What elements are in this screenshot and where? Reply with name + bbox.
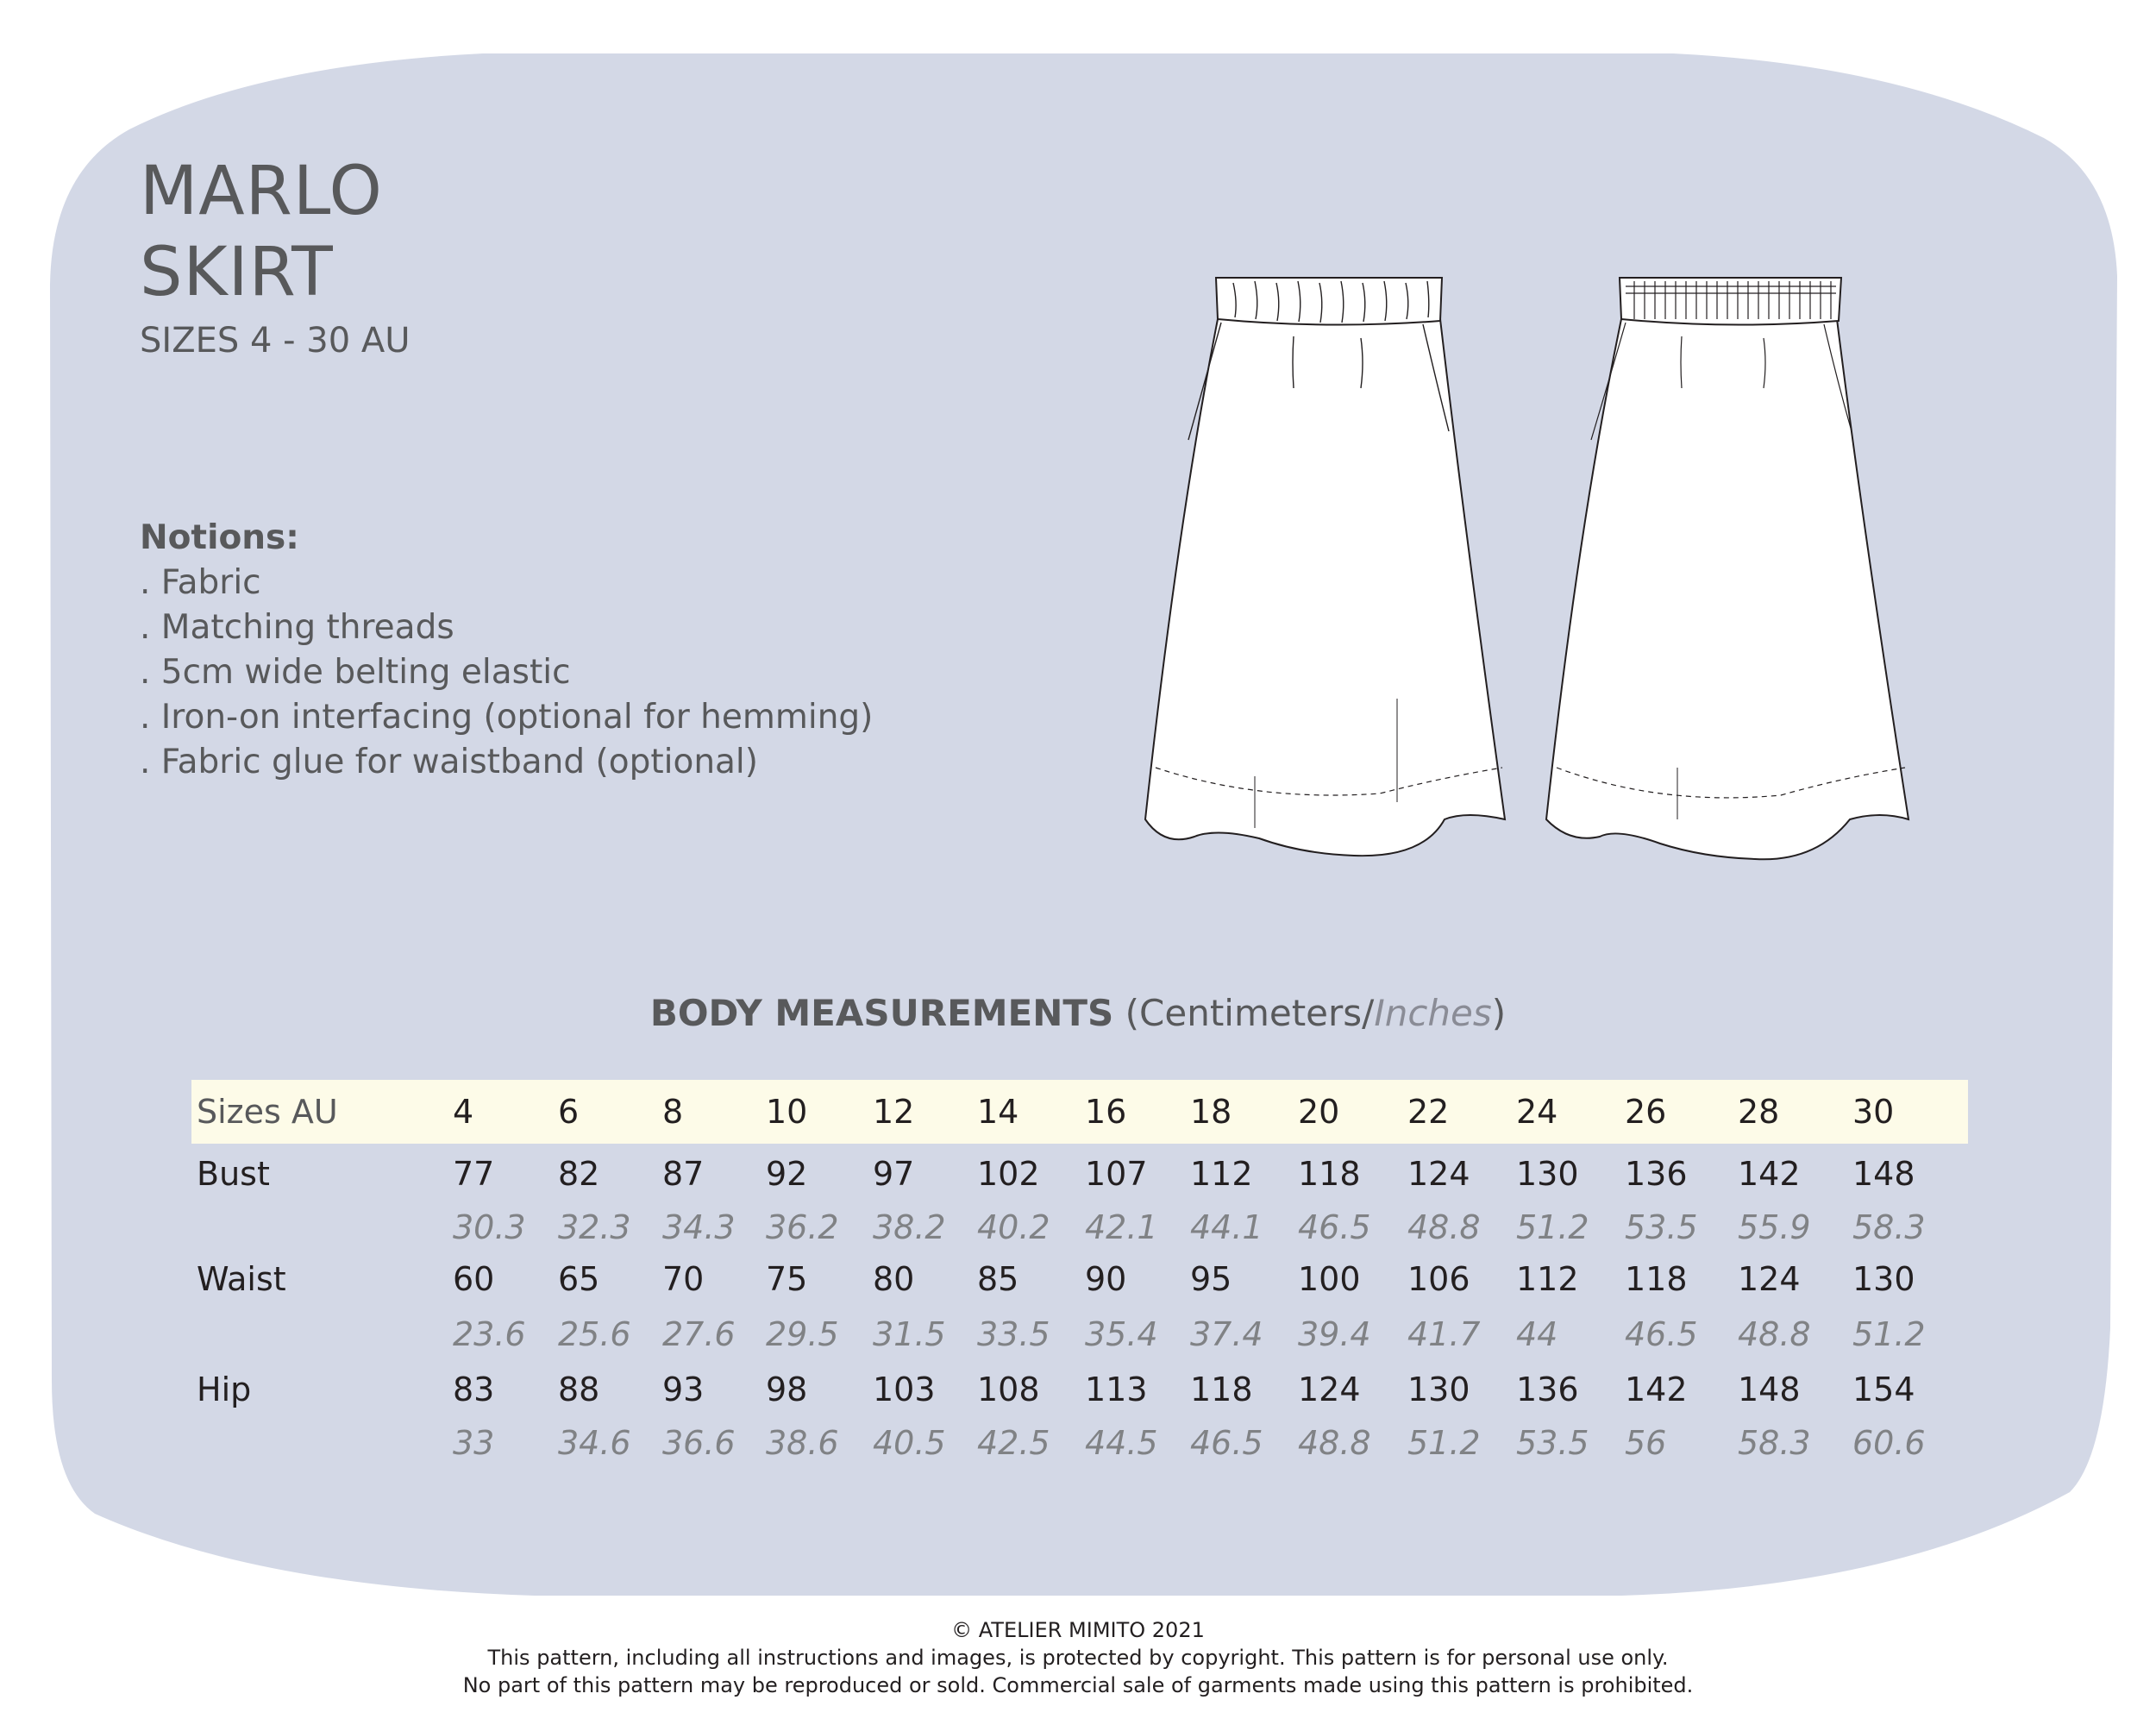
cm-cell: 113: [1085, 1371, 1148, 1408]
skirt-back-sketch: [1539, 267, 1919, 862]
inch-cell: 51.2: [1852, 1315, 1926, 1353]
notions-heading: Notions:: [140, 518, 299, 557]
cm-cell: 82: [558, 1155, 600, 1193]
size-header-cell: 8: [662, 1093, 684, 1131]
inch-cell: 30.3: [453, 1208, 526, 1246]
notion-item: . Iron-on interfacing (optional for hemming): [140, 698, 874, 737]
size-header-label: Sizes AU: [197, 1093, 338, 1131]
inch-cell: 32.3: [558, 1208, 631, 1246]
cm-cell: 100: [1298, 1260, 1361, 1298]
inch-cell: 48.8: [1738, 1315, 1811, 1353]
inch-cell: 29.5: [766, 1315, 839, 1353]
inch-cell: 46.5: [1625, 1315, 1698, 1353]
notion-item: . Fabric: [140, 563, 261, 602]
cm-cell: 80: [873, 1260, 915, 1298]
cm-cell: 98: [766, 1371, 808, 1408]
cm-cell: 142: [1625, 1371, 1688, 1408]
inch-cell: 60.6: [1852, 1424, 1926, 1462]
inch-cell: 38.2: [873, 1208, 946, 1246]
inch-cell: 41.7: [1407, 1315, 1481, 1353]
measurements-heading-inches: Inches: [1374, 992, 1492, 1034]
cm-cell: 60: [453, 1260, 495, 1298]
inch-cell: 46.5: [1190, 1424, 1263, 1462]
size-header-cell: 30: [1852, 1093, 1895, 1131]
size-header-cell: 6: [558, 1093, 580, 1131]
size-header-cell: 16: [1085, 1093, 1127, 1131]
inch-cell: 33: [453, 1424, 495, 1462]
cm-cell: 148: [1852, 1155, 1915, 1193]
cm-cell: 130: [1407, 1371, 1470, 1408]
cm-cell: 136: [1625, 1155, 1688, 1193]
inch-cell: 40.2: [977, 1208, 1050, 1246]
footer-line-2: No part of this pattern may be reproduced or sold. Commercial sale of garments made using this pattern is prohibited.: [462, 1673, 1694, 1697]
cm-cell: 107: [1085, 1155, 1148, 1193]
row-label-hip: Hip: [197, 1371, 252, 1408]
notion-item: . Matching threads: [140, 608, 454, 647]
cm-cell: 92: [766, 1155, 808, 1193]
size-header-cell: 14: [977, 1093, 1019, 1131]
cm-cell: 124: [1298, 1371, 1361, 1408]
inch-cell: 42.1: [1085, 1208, 1158, 1246]
cm-cell: 148: [1738, 1371, 1801, 1408]
cm-cell: 93: [662, 1371, 705, 1408]
inch-cell: 48.8: [1298, 1424, 1371, 1462]
row-label-bust: Bust: [197, 1155, 270, 1193]
cm-cell: 118: [1298, 1155, 1361, 1193]
inch-cell: 58.3: [1852, 1208, 1926, 1246]
inch-cell: 39.4: [1298, 1315, 1371, 1353]
skirt-front-sketch: [1138, 267, 1518, 862]
inch-cell: 51.2: [1407, 1424, 1481, 1462]
cm-cell: 85: [977, 1260, 1019, 1298]
inch-cell: 23.6: [453, 1315, 526, 1353]
measurements-heading: [0, 992, 2156, 1034]
inch-cell: 34.6: [558, 1424, 631, 1462]
cm-cell: 87: [662, 1155, 705, 1193]
title-line-1: MARLO: [140, 153, 383, 230]
inch-cell: 58.3: [1738, 1424, 1811, 1462]
cm-cell: 124: [1407, 1155, 1470, 1193]
footer-line-1: This pattern, including all instructions and images, is protected by copyright. This pattern is for personal use only.: [487, 1646, 1669, 1670]
size-header-cell: 12: [873, 1093, 915, 1131]
notions-list: [140, 516, 873, 785]
cm-cell: 130: [1852, 1260, 1915, 1298]
cm-cell: 102: [977, 1155, 1040, 1193]
cm-cell: 97: [873, 1155, 915, 1193]
size-header-cell: 20: [1298, 1093, 1340, 1131]
cm-cell: 108: [977, 1371, 1040, 1408]
title-line-2: SKIRT: [140, 234, 334, 311]
cm-cell: 112: [1190, 1155, 1253, 1193]
inch-cell: 56: [1625, 1424, 1667, 1462]
notion-item: . Fabric glue for waistband (optional): [140, 743, 758, 781]
cm-cell: 154: [1852, 1371, 1915, 1408]
measurements-heading-units: (Centimeters/: [1113, 992, 1375, 1034]
inch-cell: 55.9: [1738, 1208, 1811, 1246]
cm-cell: 95: [1190, 1260, 1232, 1298]
cm-cell: 103: [873, 1371, 936, 1408]
size-header-cell: 22: [1407, 1093, 1450, 1131]
size-header-cell: 10: [766, 1093, 808, 1131]
cm-cell: 142: [1738, 1155, 1801, 1193]
inch-cell: 53.5: [1516, 1424, 1589, 1462]
row-label-waist: Waist: [197, 1260, 286, 1298]
inch-cell: 36.6: [662, 1424, 736, 1462]
size-range: SIZES 4 - 30 AU: [140, 321, 411, 361]
cm-cell: 130: [1516, 1155, 1579, 1193]
size-header-cell: 28: [1738, 1093, 1780, 1131]
cm-cell: 77: [453, 1155, 495, 1193]
cm-cell: 136: [1516, 1371, 1579, 1408]
size-header-cell: 4: [453, 1093, 474, 1131]
inch-cell: 38.6: [766, 1424, 839, 1462]
inch-cell: 35.4: [1085, 1315, 1158, 1353]
inch-cell: 51.2: [1516, 1208, 1589, 1246]
pattern-title: [140, 151, 383, 313]
footer-copyright: © ATELIER MIMITO 2021: [951, 1618, 1205, 1642]
inch-cell: 53.5: [1625, 1208, 1698, 1246]
cm-cell: 70: [662, 1260, 705, 1298]
cm-cell: 106: [1407, 1260, 1470, 1298]
inch-cell: 42.5: [977, 1424, 1050, 1462]
cm-cell: 90: [1085, 1260, 1127, 1298]
inch-cell: 48.8: [1407, 1208, 1481, 1246]
cm-cell: 88: [558, 1371, 600, 1408]
cm-cell: 83: [453, 1371, 495, 1408]
inch-cell: 31.5: [873, 1315, 946, 1353]
inch-cell: 44.1: [1190, 1208, 1263, 1246]
measurements-heading-bold: BODY MEASUREMENTS: [649, 992, 1114, 1034]
cm-cell: 65: [558, 1260, 600, 1298]
inch-cell: 33.5: [977, 1315, 1050, 1353]
inch-cell: 34.3: [662, 1208, 736, 1246]
size-header-cell: 26: [1625, 1093, 1667, 1131]
cm-cell: 75: [766, 1260, 808, 1298]
inch-cell: 36.2: [766, 1208, 839, 1246]
cm-cell: 112: [1516, 1260, 1579, 1298]
cm-cell: 118: [1625, 1260, 1688, 1298]
measurements-heading-close: ): [1491, 992, 1507, 1034]
inch-cell: 25.6: [558, 1315, 631, 1353]
cm-cell: 124: [1738, 1260, 1801, 1298]
inch-cell: 44: [1516, 1315, 1558, 1353]
inch-cell: 44.5: [1085, 1424, 1158, 1462]
inch-cell: 40.5: [873, 1424, 946, 1462]
size-header-cell: 24: [1516, 1093, 1558, 1131]
inch-cell: 27.6: [662, 1315, 736, 1353]
notion-item: . 5cm wide belting elastic: [140, 653, 571, 692]
inch-cell: 46.5: [1298, 1208, 1371, 1246]
inch-cell: 37.4: [1190, 1315, 1263, 1353]
size-header-cell: 18: [1190, 1093, 1232, 1131]
cm-cell: 118: [1190, 1371, 1253, 1408]
